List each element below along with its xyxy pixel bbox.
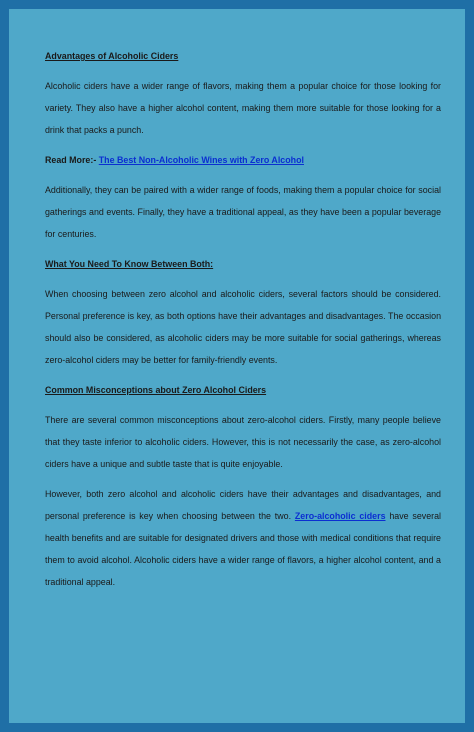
conclusion-text-end: have several health benefits and are suitable for designated drivers and those with medical conditions that require them to avoid alcohol. Alcoholic ciders have a wider range of flavors, a higher alcohol content, and a traditional appeal. [45, 511, 441, 587]
section-heading-misconceptions [45, 379, 441, 401]
zero-alcoholic-ciders-link[interactable]: Zero-alcoholic ciders [294, 511, 386, 521]
paragraph-additionally: Additionally, they can be paired with a wider range of foods, making them a popular choice for social gatherings and events. Finally, they have a traditional appeal, as they have been a popular beverage for centuries. [45, 185, 441, 239]
document-body [45, 45, 441, 601]
read-more-line [45, 149, 441, 171]
conclusion-text-start: However, both zero alcohol and alcoholic ciders have their advantages and disadvantages, and personal preference is key when choosing between the two. [45, 489, 441, 521]
heading-text: Advantages of Alcoholic Ciders [45, 51, 179, 61]
paragraph-advantages: Alcoholic ciders have a wider range of flavors, making them a popular choice for those looking for variety. They also have a higher alcohol content, making them more suitable for those looking for a drink that packs a punch. [45, 81, 441, 135]
heading-text: What You Need To Know Between Both: [45, 259, 214, 269]
paragraph-conclusion [45, 483, 441, 593]
read-more-link[interactable]: The Best Non-Alcoholic Wines with Zero Alcohol [98, 155, 304, 165]
read-more-label: Read More:- [45, 155, 97, 165]
section-heading-what-you-need [45, 253, 441, 275]
paragraph-choosing: When choosing between zero alcohol and alcoholic ciders, several factors should be considered. Personal preference is key, as both options have their advantages and disadvantages. The occasion should also be considered, as alcoholic ciders may be more suitable for social gatherings, whereas zero-alcohol ciders may be better for family-friendly events. [45, 289, 441, 365]
section-heading-advantages [45, 45, 441, 67]
paragraph-misconceptions: There are several common misconceptions about zero-alcohol ciders. Firstly, many people believe that they taste inferior to alcoholic ciders. However, this is not necessarily the case, as zero-alcohol ciders have a unique and subtle taste that is quite enjoyable. [45, 415, 441, 469]
heading-text: Common Misconceptions about Zero Alcohol Ciders [45, 385, 267, 395]
